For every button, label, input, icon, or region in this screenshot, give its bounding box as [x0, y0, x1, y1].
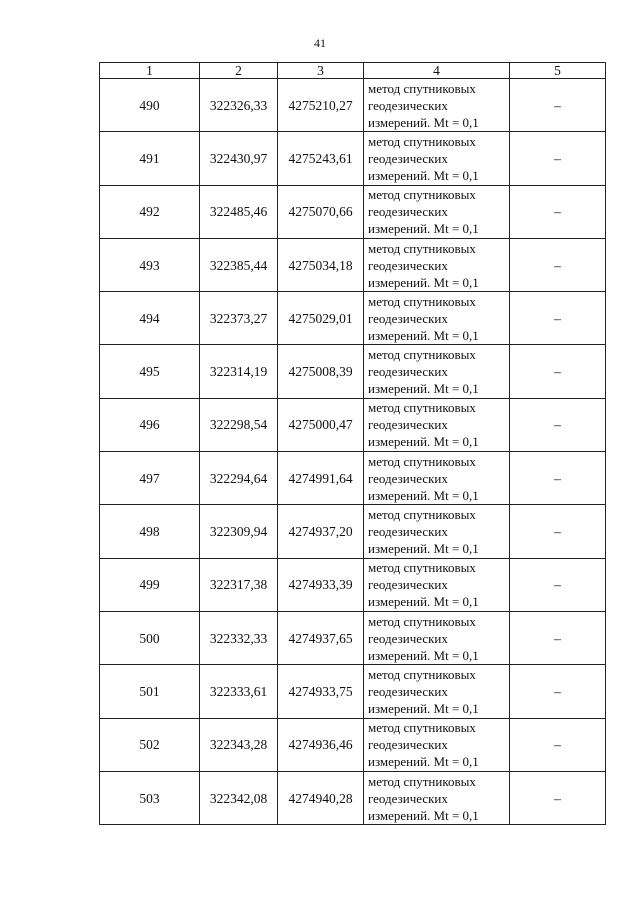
point-number: 496 — [100, 398, 200, 451]
point-number: 499 — [100, 558, 200, 611]
method-line: геодезических — [368, 683, 448, 699]
method-line: геодезических — [368, 204, 448, 220]
note-dash: – — [510, 79, 606, 132]
table-row — [100, 611, 606, 664]
method-line: метод спутниковых — [368, 80, 476, 96]
coordinate-y: 4274933,39 — [278, 558, 364, 611]
header-col-2: 2 — [200, 63, 278, 79]
method-line: геодезических — [368, 737, 448, 753]
coordinate-x: 322485,46 — [200, 185, 278, 238]
point-number: 494 — [100, 292, 200, 345]
point-number: 503 — [100, 771, 200, 824]
coordinate-y: 4275000,47 — [278, 398, 364, 451]
coordinate-x: 322373,27 — [200, 292, 278, 345]
method-line: метод спутниковых — [368, 400, 476, 416]
method-line: измерений. Mt = 0,1 — [368, 594, 479, 610]
coordinate-y: 4274937,20 — [278, 505, 364, 558]
method-line: геодезических — [368, 310, 448, 326]
coordinate-y: 4274940,28 — [278, 771, 364, 824]
method-line: измерений. Mt = 0,1 — [368, 487, 479, 503]
coordinate-x: 322430,97 — [200, 132, 278, 185]
coordinate-x: 322342,08 — [200, 771, 278, 824]
method-description — [364, 185, 510, 238]
coordinate-y: 4274991,64 — [278, 452, 364, 505]
coordinates-table — [99, 62, 606, 825]
method-line: измерений. Mt = 0,1 — [368, 807, 479, 823]
header-col-3: 3 — [278, 63, 364, 79]
note-dash: – — [510, 398, 606, 451]
method-line: измерений. Mt = 0,1 — [368, 327, 479, 343]
method-description — [364, 398, 510, 451]
note-dash: – — [510, 771, 606, 824]
coordinate-x: 322385,44 — [200, 238, 278, 291]
table-row — [100, 132, 606, 185]
method-line: метод спутниковых — [368, 133, 476, 149]
note-dash: – — [510, 718, 606, 771]
header-col-5: 5 — [510, 63, 606, 79]
note-dash: – — [510, 558, 606, 611]
coordinate-x: 322314,19 — [200, 345, 278, 398]
table-row — [100, 345, 606, 398]
coordinate-y: 4274933,75 — [278, 665, 364, 718]
method-line: геодезических — [368, 417, 448, 433]
method-line: геодезических — [368, 524, 448, 540]
method-line: метод спутниковых — [368, 347, 476, 363]
method-line: метод спутниковых — [368, 453, 476, 469]
method-line: метод спутниковых — [368, 666, 476, 682]
coordinate-y: 4275070,66 — [278, 185, 364, 238]
method-description — [364, 665, 510, 718]
note-dash: – — [510, 132, 606, 185]
table-row — [100, 292, 606, 345]
method-description — [364, 718, 510, 771]
note-dash: – — [510, 611, 606, 664]
method-line: измерений. Mt = 0,1 — [368, 274, 479, 290]
method-line: метод спутниковых — [368, 187, 476, 203]
method-line: геодезических — [368, 257, 448, 273]
point-number: 495 — [100, 345, 200, 398]
table-row — [100, 79, 606, 132]
table-row — [100, 398, 606, 451]
note-dash: – — [510, 505, 606, 558]
method-line: геодезических — [368, 470, 448, 486]
method-line: измерений. Mt = 0,1 — [368, 434, 479, 450]
method-line: метод спутниковых — [368, 720, 476, 736]
coordinate-y: 4274936,46 — [278, 718, 364, 771]
method-line: метод спутниковых — [368, 773, 476, 789]
method-line: метод спутниковых — [368, 293, 476, 309]
method-description — [364, 292, 510, 345]
coordinate-x: 322317,38 — [200, 558, 278, 611]
method-line: измерений. Mt = 0,1 — [368, 114, 479, 130]
header-col-1: 1 — [100, 63, 200, 79]
note-dash: – — [510, 665, 606, 718]
method-line: геодезических — [368, 364, 448, 380]
coordinate-y: 4275008,39 — [278, 345, 364, 398]
table-row — [100, 238, 606, 291]
coordinate-x: 322333,61 — [200, 665, 278, 718]
table-row — [100, 771, 606, 824]
method-description — [364, 79, 510, 132]
coordinate-y: 4274937,65 — [278, 611, 364, 664]
table-row — [100, 452, 606, 505]
point-number: 492 — [100, 185, 200, 238]
method-description — [364, 505, 510, 558]
method-line: метод спутниковых — [368, 560, 476, 576]
coordinate-x: 322343,28 — [200, 718, 278, 771]
table-row — [100, 185, 606, 238]
coordinate-x: 322294,64 — [200, 452, 278, 505]
method-description — [364, 345, 510, 398]
coordinate-x: 322309,94 — [200, 505, 278, 558]
method-line: измерений. Mt = 0,1 — [368, 167, 479, 183]
note-dash: – — [510, 238, 606, 291]
method-line: геодезических — [368, 150, 448, 166]
point-number: 491 — [100, 132, 200, 185]
method-description — [364, 771, 510, 824]
method-line: измерений. Mt = 0,1 — [368, 541, 479, 557]
point-number: 497 — [100, 452, 200, 505]
method-line: измерений. Mt = 0,1 — [368, 381, 479, 397]
page-number: 41 — [314, 36, 326, 50]
method-line: геодезических — [368, 577, 448, 593]
point-number: 493 — [100, 238, 200, 291]
point-number: 500 — [100, 611, 200, 664]
method-line: измерений. Mt = 0,1 — [368, 221, 479, 237]
method-line: метод спутниковых — [368, 240, 476, 256]
note-dash: – — [510, 292, 606, 345]
coordinate-x: 322326,33 — [200, 79, 278, 132]
method-line: геодезических — [368, 630, 448, 646]
table-row — [100, 665, 606, 718]
method-line: метод спутниковых — [368, 507, 476, 523]
method-line: измерений. Mt = 0,1 — [368, 754, 479, 770]
method-description — [364, 558, 510, 611]
method-line: геодезических — [368, 97, 448, 113]
method-line: измерений. Mt = 0,1 — [368, 647, 479, 663]
method-line: геодезических — [368, 790, 448, 806]
note-dash: – — [510, 185, 606, 238]
note-dash: – — [510, 345, 606, 398]
method-description — [364, 132, 510, 185]
coordinate-x: 322332,33 — [200, 611, 278, 664]
table-body — [100, 79, 606, 825]
point-number: 498 — [100, 505, 200, 558]
point-number: 501 — [100, 665, 200, 718]
table-row — [100, 558, 606, 611]
method-description — [364, 238, 510, 291]
note-dash: – — [510, 452, 606, 505]
point-number: 502 — [100, 718, 200, 771]
coordinate-y: 4275210,27 — [278, 79, 364, 132]
method-line: метод спутниковых — [368, 613, 476, 629]
coordinate-x: 322298,54 — [200, 398, 278, 451]
table-row — [100, 505, 606, 558]
coordinate-y: 4275034,18 — [278, 238, 364, 291]
header-col-4: 4 — [364, 63, 510, 79]
method-description — [364, 611, 510, 664]
header-row — [100, 63, 606, 79]
coordinate-y: 4275243,61 — [278, 132, 364, 185]
point-number: 490 — [100, 79, 200, 132]
table-row — [100, 718, 606, 771]
method-line: измерений. Mt = 0,1 — [368, 700, 479, 716]
coordinate-y: 4275029,01 — [278, 292, 364, 345]
method-description — [364, 452, 510, 505]
